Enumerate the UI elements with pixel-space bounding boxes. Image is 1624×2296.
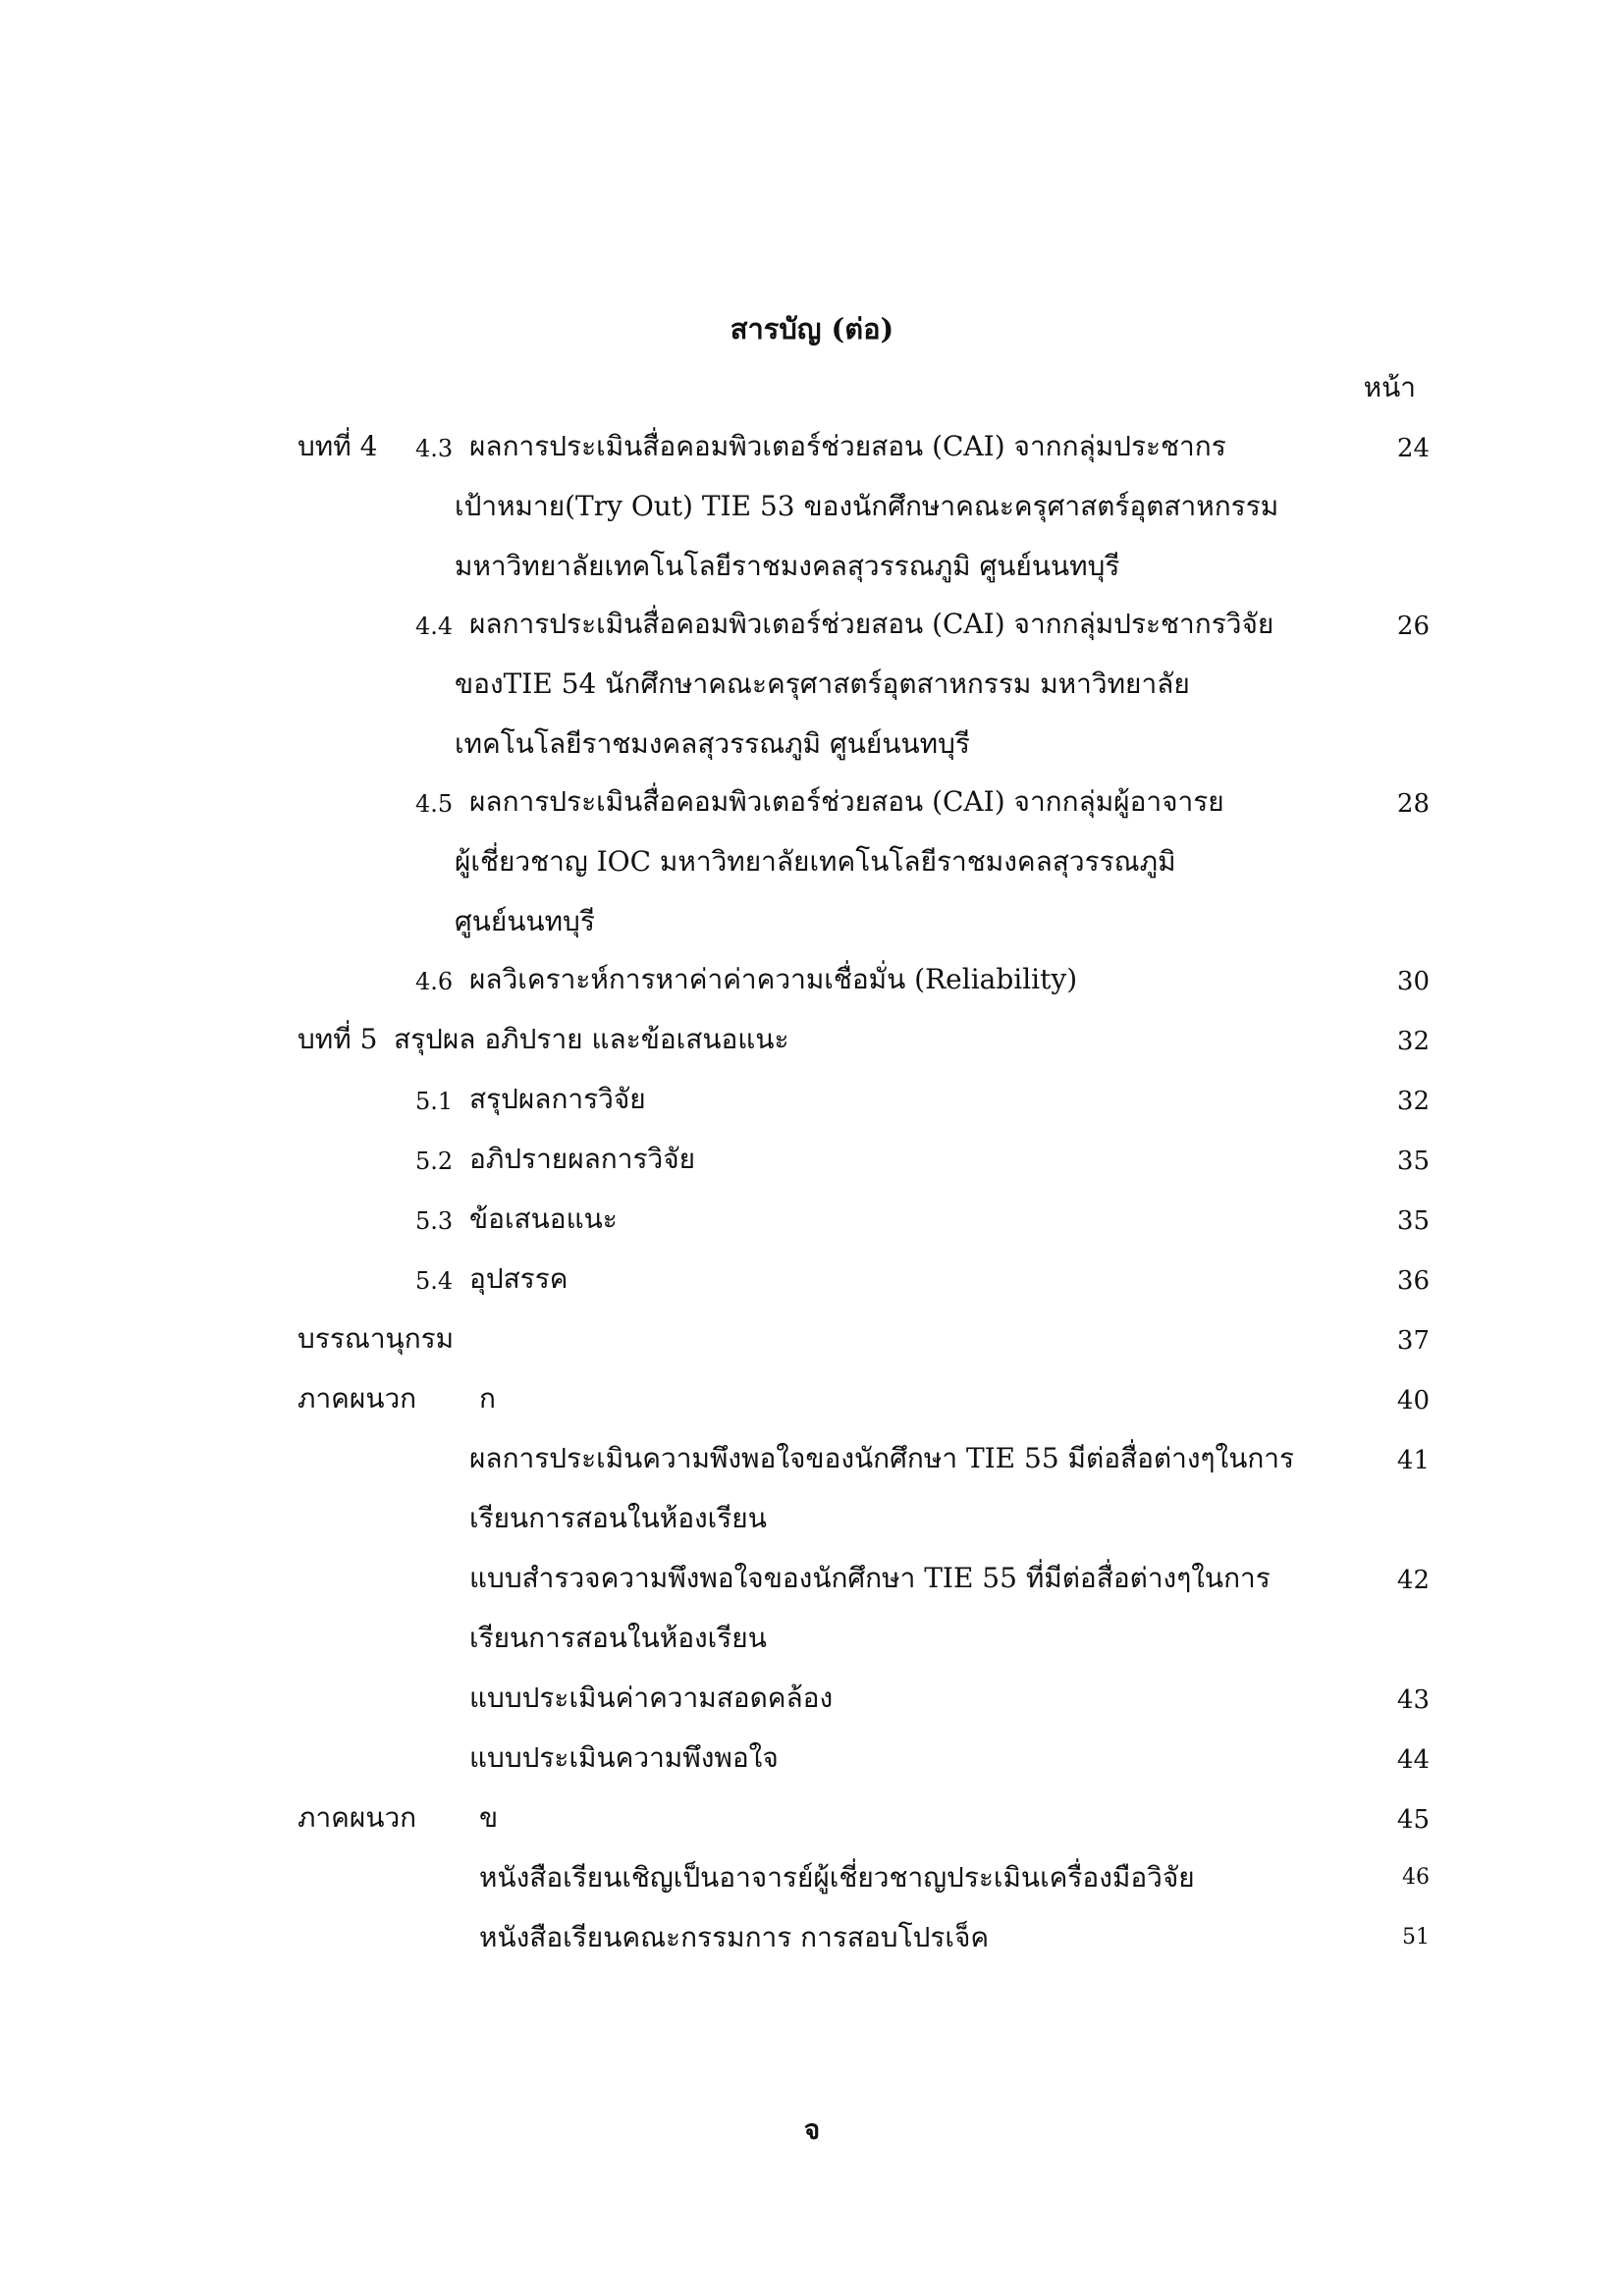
section-number: 5.3 (415, 1207, 454, 1235)
toc-entry-text: แบบสำรวจความพึงพอใจของนักศึกษา TIE 55 ที่มีต่อสื่อต่างๆในการ (469, 1562, 1271, 1594)
page-number: 41 (1396, 1446, 1430, 1475)
toc-entry-text: อภิปรายผลการวิจัย (469, 1143, 696, 1175)
page-number: 30 (1396, 967, 1430, 996)
toc-entry-text: แบบประเมินความพึงพอใจ (469, 1741, 779, 1774)
page-number: 44 (1396, 1745, 1430, 1775)
toc-entry-text: อุปสรรค (469, 1262, 568, 1295)
appendix-label: ภาคผนวก (298, 1801, 417, 1834)
page-number: 28 (1396, 789, 1430, 819)
page-number: 42 (1396, 1566, 1430, 1595)
page-footer-number: จ (803, 2113, 821, 2146)
section-number: 4.3 (415, 435, 454, 462)
toc-entry-text: หนังสือเรียนคณะกรรมการ การสอบโปรเจ็ค (479, 1921, 990, 1953)
page-number: 32 (1396, 1087, 1430, 1116)
toc-entry-text: เทคโนโลยีราชมงคลสุวรรณภูมิ ศูนย์นนทบุรี (455, 727, 970, 760)
chapter-label: บทที่ 5 (298, 1023, 378, 1055)
bibliography-label: บรรณานุกรม (298, 1322, 455, 1355)
toc-entry-text: ผลการประเมินสื่อคอมพิวเตอร์ช่วยสอน (CAI) จากกลุ่มผู้อาจารย (469, 785, 1224, 818)
section-number: 5.2 (415, 1148, 454, 1175)
toc-entry-text: ผลวิเคราะห์การหาค่าค่าความเชื่อมั่น (Reliability) (469, 963, 1078, 995)
page-number: 35 (1396, 1147, 1430, 1176)
toc-entry-text: มหาวิทยาลัยเทคโนโลยีราชมงคลสุวรรณภูมิ ศูนย์นนทบุรี (455, 550, 1120, 582)
toc-entry-text: สรุปผล อภิปราย และข้อเสนอแนะ (394, 1023, 789, 1055)
page-number: 51 (1402, 1925, 1430, 1949)
toc-entry-text: เรียนการสอนในห้องเรียน (469, 1622, 767, 1654)
appendix-letter: ข (479, 1801, 499, 1834)
page-number: 24 (1396, 434, 1430, 463)
toc-entry-text: หนังสือเรียนเชิญเป็นอาจารย์ผู้เชี่ยวชาญประเมินเครื่องมือวิจัย (479, 1861, 1195, 1894)
page-number: 32 (1396, 1027, 1430, 1056)
section-number: 4.5 (415, 790, 454, 818)
page-number: 43 (1396, 1685, 1430, 1715)
page-number: 45 (1396, 1805, 1430, 1835)
page-column-heading: หน้า (1363, 371, 1416, 403)
page-title: สารบัญ (ต่อ) (730, 312, 894, 346)
toc-entry-text: ของTIE 54 นักศึกษาคณะครุศาสตร์อุตสาหกรรม มหาวิทยาลัย (455, 667, 1190, 700)
section-number: 5.1 (415, 1088, 454, 1115)
toc-entry-text: เป้าหมาย(Try Out) TIE 53 ของนักศึกษาคณะครุศาสตร์อุตสาหกรรม (455, 490, 1279, 522)
page-number: 35 (1396, 1206, 1430, 1236)
page-number: 36 (1396, 1266, 1430, 1296)
appendix-letter: ก (479, 1382, 496, 1415)
toc-entry-text: ผู้เชี่ยวชาญ IOC มหาวิทยาลัยเทคโนโลยีราชมงคลสุวรรณภูมิ (455, 845, 1176, 878)
toc-entry-text: ศูนย์นนทบุรี (455, 905, 595, 937)
section-number: 5.4 (415, 1267, 454, 1295)
section-number: 4.6 (415, 968, 454, 995)
page-number: 26 (1396, 612, 1430, 641)
page-number: 46 (1402, 1865, 1430, 1890)
toc-entry-text: ผลการประเมินความพึงพอใจของนักศึกษา TIE 55 มีต่อสื่อต่างๆในการ (469, 1442, 1295, 1474)
toc-entry-text: ผลการประเมินสื่อคอมพิวเตอร์ช่วยสอน (CAI) จากกลุ่มประชากร (469, 430, 1226, 462)
chapter-label: บทที่ 4 (298, 430, 378, 462)
toc-entry-text: เรียนการสอนในห้องเรียน (469, 1502, 767, 1534)
section-number: 4.4 (415, 613, 454, 640)
toc-entry-text: แบบประเมินค่าความสอดคล้อง (469, 1682, 834, 1714)
appendix-label: ภาคผนวก (298, 1382, 417, 1415)
toc-entry-text: สรุปผลการวิจัย (469, 1083, 646, 1115)
toc-entry-text: ผลการประเมินสื่อคอมพิวเตอร์ช่วยสอน (CAI) จากกลุ่มประชากรวิจัย (469, 608, 1274, 640)
toc-entry-text: ข้อเสนอแนะ (469, 1202, 618, 1235)
page-number: 40 (1396, 1386, 1430, 1415)
page-number: 37 (1396, 1326, 1430, 1356)
